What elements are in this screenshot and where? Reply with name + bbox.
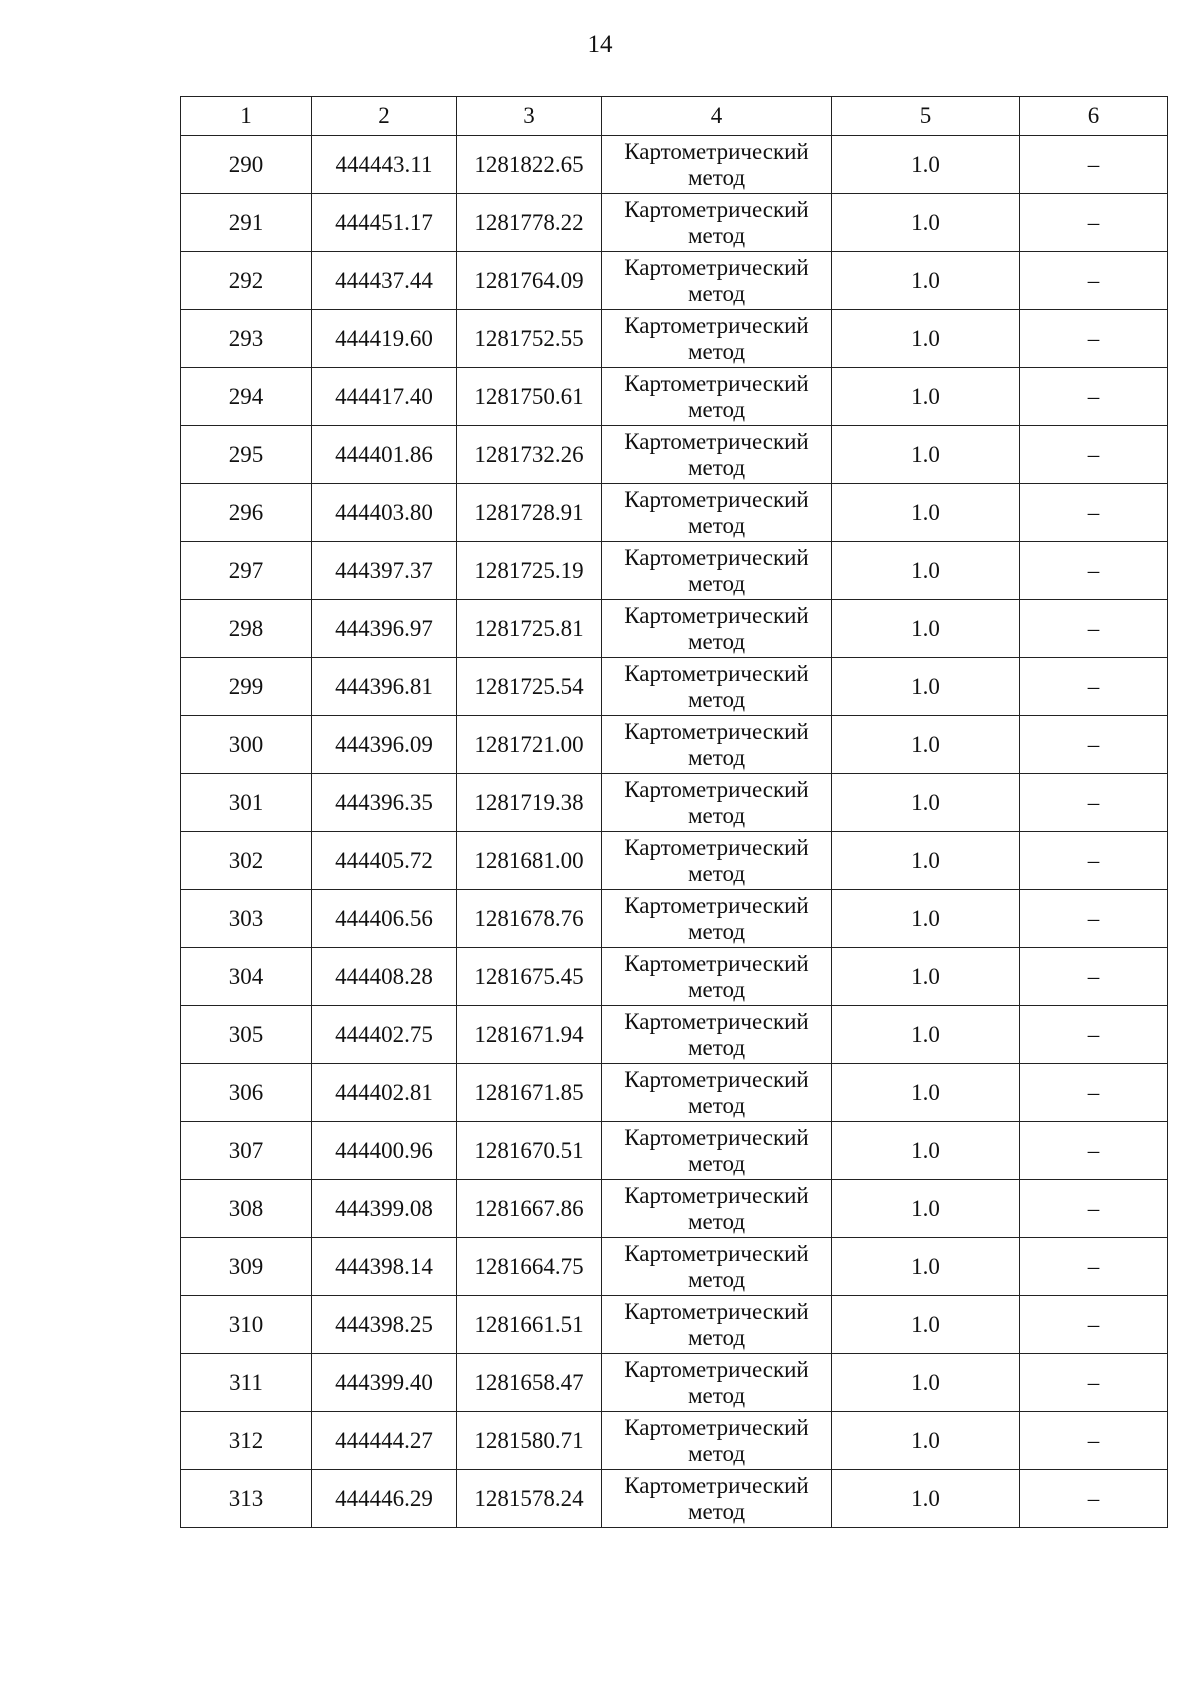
precision-cell: 1.0 xyxy=(832,832,1020,890)
method-cell xyxy=(602,484,832,542)
note-cell: – xyxy=(1020,890,1168,948)
table-row xyxy=(181,484,1168,542)
method-text-line2: метод xyxy=(687,976,746,1002)
table-row xyxy=(181,948,1168,1006)
point-number-cell: 295 xyxy=(181,426,312,484)
method-text-line1: Картометрический xyxy=(624,1414,809,1440)
method-cell xyxy=(602,832,832,890)
method-text-line2: метод xyxy=(687,164,746,190)
x-coordinate-cell: 444451.17 xyxy=(312,194,457,252)
method-text-line2: метод xyxy=(687,280,746,306)
x-coordinate-cell: 444437.44 xyxy=(312,252,457,310)
note-cell: – xyxy=(1020,310,1168,368)
method-text-line2: метод xyxy=(687,1034,746,1060)
method-text-line2: метод xyxy=(687,396,746,422)
method-text-line1: Картометрический xyxy=(624,834,809,860)
x-coordinate-cell: 444446.29 xyxy=(312,1470,457,1528)
method-text-line2: метод xyxy=(687,1324,746,1350)
column-header: 3 xyxy=(457,97,602,136)
table-row xyxy=(181,1006,1168,1064)
method-cell xyxy=(602,1180,832,1238)
x-coordinate-cell: 444399.08 xyxy=(312,1180,457,1238)
method-text-line2: метод xyxy=(687,1092,746,1118)
table-row xyxy=(181,542,1168,600)
method-cell xyxy=(602,658,832,716)
precision-cell: 1.0 xyxy=(832,136,1020,194)
x-coordinate-cell: 444405.72 xyxy=(312,832,457,890)
y-coordinate-cell: 1281750.61 xyxy=(457,368,602,426)
method-text-line1: Картометрический xyxy=(624,892,809,918)
method-text-line2: метод xyxy=(687,512,746,538)
method-cell xyxy=(602,716,832,774)
method-text-line1: Картометрический xyxy=(624,138,809,164)
y-coordinate-cell: 1281670.51 xyxy=(457,1122,602,1180)
point-number-cell: 313 xyxy=(181,1470,312,1528)
y-coordinate-cell: 1281671.94 xyxy=(457,1006,602,1064)
method-text-line1: Картометрический xyxy=(624,950,809,976)
point-number-cell: 291 xyxy=(181,194,312,252)
precision-cell: 1.0 xyxy=(832,1470,1020,1528)
y-coordinate-cell: 1281671.85 xyxy=(457,1064,602,1122)
y-coordinate-cell: 1281675.45 xyxy=(457,948,602,1006)
page-number: 14 xyxy=(587,31,613,58)
method-text-line2: метод xyxy=(687,628,746,654)
y-coordinate-cell: 1281658.47 xyxy=(457,1354,602,1412)
y-coordinate-cell: 1281661.51 xyxy=(457,1296,602,1354)
method-text-line1: Картометрический xyxy=(624,254,809,280)
table-row xyxy=(181,1238,1168,1296)
y-coordinate-cell: 1281578.24 xyxy=(457,1470,602,1528)
table-row xyxy=(181,1064,1168,1122)
precision-cell: 1.0 xyxy=(832,1064,1020,1122)
method-cell xyxy=(602,1238,832,1296)
method-cell xyxy=(602,310,832,368)
x-coordinate-cell: 444401.86 xyxy=(312,426,457,484)
table-row xyxy=(181,1354,1168,1412)
x-coordinate-cell: 444396.09 xyxy=(312,716,457,774)
column-header: 6 xyxy=(1020,97,1168,136)
point-number-cell: 312 xyxy=(181,1412,312,1470)
table-row xyxy=(181,716,1168,774)
point-number-cell: 299 xyxy=(181,658,312,716)
table-row xyxy=(181,1470,1168,1528)
method-cell xyxy=(602,136,832,194)
y-coordinate-cell: 1281667.86 xyxy=(457,1180,602,1238)
method-text-line1: Картометрический xyxy=(624,486,809,512)
method-text-line2: метод xyxy=(687,1498,746,1524)
y-coordinate-cell: 1281764.09 xyxy=(457,252,602,310)
method-text-line2: метод xyxy=(687,1208,746,1234)
y-coordinate-cell: 1281725.54 xyxy=(457,658,602,716)
x-coordinate-cell: 444397.37 xyxy=(312,542,457,600)
method-text-line1: Картометрический xyxy=(624,602,809,628)
table-row xyxy=(181,252,1168,310)
x-coordinate-cell: 444419.60 xyxy=(312,310,457,368)
method-text-line1: Картометрический xyxy=(624,1472,809,1498)
method-text-line1: Картометрический xyxy=(624,660,809,686)
note-cell: – xyxy=(1020,136,1168,194)
method-cell xyxy=(602,1296,832,1354)
y-coordinate-cell: 1281752.55 xyxy=(457,310,602,368)
precision-cell: 1.0 xyxy=(832,542,1020,600)
method-text-line2: метод xyxy=(687,918,746,944)
point-number-cell: 305 xyxy=(181,1006,312,1064)
x-coordinate-cell: 444403.80 xyxy=(312,484,457,542)
precision-cell: 1.0 xyxy=(832,1296,1020,1354)
note-cell: – xyxy=(1020,1412,1168,1470)
note-cell: – xyxy=(1020,1180,1168,1238)
precision-cell: 1.0 xyxy=(832,600,1020,658)
table-row xyxy=(181,426,1168,484)
table-row xyxy=(181,136,1168,194)
point-number-cell: 300 xyxy=(181,716,312,774)
method-cell xyxy=(602,774,832,832)
column-header: 2 xyxy=(312,97,457,136)
method-cell xyxy=(602,1006,832,1064)
precision-cell: 1.0 xyxy=(832,484,1020,542)
precision-cell: 1.0 xyxy=(832,1122,1020,1180)
method-text-line1: Картометрический xyxy=(624,544,809,570)
point-number-cell: 307 xyxy=(181,1122,312,1180)
precision-cell: 1.0 xyxy=(832,252,1020,310)
note-cell: – xyxy=(1020,426,1168,484)
note-cell: – xyxy=(1020,658,1168,716)
note-cell: – xyxy=(1020,1064,1168,1122)
y-coordinate-cell: 1281719.38 xyxy=(457,774,602,832)
method-text-line2: метод xyxy=(687,454,746,480)
method-text-line2: метод xyxy=(687,1150,746,1176)
point-number-cell: 301 xyxy=(181,774,312,832)
table-header-row xyxy=(181,97,1168,136)
method-text-line2: метод xyxy=(687,860,746,886)
table-body xyxy=(181,136,1168,1528)
x-coordinate-cell: 444417.40 xyxy=(312,368,457,426)
precision-cell: 1.0 xyxy=(832,1006,1020,1064)
y-coordinate-cell: 1281664.75 xyxy=(457,1238,602,1296)
coordinates-table xyxy=(180,96,1168,1528)
method-text-line2: метод xyxy=(687,744,746,770)
table-row xyxy=(181,1296,1168,1354)
note-cell: – xyxy=(1020,1238,1168,1296)
point-number-cell: 306 xyxy=(181,1064,312,1122)
y-coordinate-cell: 1281721.00 xyxy=(457,716,602,774)
point-number-cell: 302 xyxy=(181,832,312,890)
x-coordinate-cell: 444396.35 xyxy=(312,774,457,832)
note-cell: – xyxy=(1020,600,1168,658)
table-row xyxy=(181,368,1168,426)
table-row xyxy=(181,1412,1168,1470)
precision-cell: 1.0 xyxy=(832,716,1020,774)
y-coordinate-cell: 1281678.76 xyxy=(457,890,602,948)
y-coordinate-cell: 1281725.81 xyxy=(457,600,602,658)
method-text-line1: Картометрический xyxy=(624,370,809,396)
method-text-line2: метод xyxy=(687,802,746,828)
precision-cell: 1.0 xyxy=(832,1412,1020,1470)
y-coordinate-cell: 1281725.19 xyxy=(457,542,602,600)
table-row xyxy=(181,832,1168,890)
point-number-cell: 308 xyxy=(181,1180,312,1238)
x-coordinate-cell: 444398.25 xyxy=(312,1296,457,1354)
point-number-cell: 292 xyxy=(181,252,312,310)
x-coordinate-cell: 444396.81 xyxy=(312,658,457,716)
method-cell xyxy=(602,948,832,1006)
precision-cell: 1.0 xyxy=(832,1180,1020,1238)
precision-cell: 1.0 xyxy=(832,310,1020,368)
point-number-cell: 298 xyxy=(181,600,312,658)
method-cell xyxy=(602,1470,832,1528)
note-cell: – xyxy=(1020,368,1168,426)
precision-cell: 1.0 xyxy=(832,774,1020,832)
method-text-line1: Картометрический xyxy=(624,312,809,338)
method-cell xyxy=(602,542,832,600)
point-number-cell: 293 xyxy=(181,310,312,368)
precision-cell: 1.0 xyxy=(832,194,1020,252)
method-cell xyxy=(602,368,832,426)
table-row xyxy=(181,1122,1168,1180)
x-coordinate-cell: 444402.75 xyxy=(312,1006,457,1064)
table-row xyxy=(181,774,1168,832)
method-text-line2: метод xyxy=(687,1440,746,1466)
method-cell xyxy=(602,1064,832,1122)
method-text-line2: метод xyxy=(687,338,746,364)
note-cell: – xyxy=(1020,948,1168,1006)
method-text-line1: Картометрический xyxy=(624,1182,809,1208)
point-number-cell: 310 xyxy=(181,1296,312,1354)
method-cell xyxy=(602,426,832,484)
note-cell: – xyxy=(1020,1296,1168,1354)
point-number-cell: 297 xyxy=(181,542,312,600)
method-text-line1: Картометрический xyxy=(624,776,809,802)
method-text-line1: Картометрический xyxy=(624,1356,809,1382)
x-coordinate-cell: 444408.28 xyxy=(312,948,457,1006)
method-text-line2: метод xyxy=(687,686,746,712)
x-coordinate-cell: 444400.96 xyxy=(312,1122,457,1180)
table-row xyxy=(181,1180,1168,1238)
table-row xyxy=(181,600,1168,658)
y-coordinate-cell: 1281728.91 xyxy=(457,484,602,542)
precision-cell: 1.0 xyxy=(832,426,1020,484)
x-coordinate-cell: 444444.27 xyxy=(312,1412,457,1470)
method-text-line2: метод xyxy=(687,1382,746,1408)
precision-cell: 1.0 xyxy=(832,1354,1020,1412)
y-coordinate-cell: 1281580.71 xyxy=(457,1412,602,1470)
method-cell xyxy=(602,252,832,310)
method-text-line1: Картометрический xyxy=(624,196,809,222)
method-text-line2: метод xyxy=(687,570,746,596)
method-text-line1: Картометрический xyxy=(624,1298,809,1324)
method-text-line1: Картометрический xyxy=(624,718,809,744)
precision-cell: 1.0 xyxy=(832,948,1020,1006)
note-cell: – xyxy=(1020,484,1168,542)
method-cell xyxy=(602,1354,832,1412)
y-coordinate-cell: 1281732.26 xyxy=(457,426,602,484)
table-row xyxy=(181,310,1168,368)
method-text-line1: Картометрический xyxy=(624,428,809,454)
method-cell xyxy=(602,890,832,948)
table-row xyxy=(181,194,1168,252)
note-cell: – xyxy=(1020,252,1168,310)
column-header: 4 xyxy=(602,97,832,136)
x-coordinate-cell: 444396.97 xyxy=(312,600,457,658)
note-cell: – xyxy=(1020,1354,1168,1412)
point-number-cell: 311 xyxy=(181,1354,312,1412)
note-cell: – xyxy=(1020,774,1168,832)
precision-cell: 1.0 xyxy=(832,658,1020,716)
note-cell: – xyxy=(1020,1006,1168,1064)
point-number-cell: 294 xyxy=(181,368,312,426)
point-number-cell: 296 xyxy=(181,484,312,542)
method-text-line2: метод xyxy=(687,1266,746,1292)
x-coordinate-cell: 444399.40 xyxy=(312,1354,457,1412)
note-cell: – xyxy=(1020,832,1168,890)
point-number-cell: 309 xyxy=(181,1238,312,1296)
method-text-line2: метод xyxy=(687,222,746,248)
column-header: 5 xyxy=(832,97,1020,136)
method-text-line1: Картометрический xyxy=(624,1240,809,1266)
point-number-cell: 303 xyxy=(181,890,312,948)
note-cell: – xyxy=(1020,542,1168,600)
precision-cell: 1.0 xyxy=(832,1238,1020,1296)
table-row xyxy=(181,890,1168,948)
x-coordinate-cell: 444443.11 xyxy=(312,136,457,194)
method-text-line1: Картометрический xyxy=(624,1066,809,1092)
x-coordinate-cell: 444398.14 xyxy=(312,1238,457,1296)
x-coordinate-cell: 444402.81 xyxy=(312,1064,457,1122)
method-text-line1: Картометрический xyxy=(624,1008,809,1034)
method-cell xyxy=(602,194,832,252)
precision-cell: 1.0 xyxy=(832,890,1020,948)
note-cell: – xyxy=(1020,194,1168,252)
precision-cell: 1.0 xyxy=(832,368,1020,426)
y-coordinate-cell: 1281778.22 xyxy=(457,194,602,252)
point-number-cell: 304 xyxy=(181,948,312,1006)
note-cell: – xyxy=(1020,1122,1168,1180)
method-cell xyxy=(602,1122,832,1180)
method-text-line1: Картометрический xyxy=(624,1124,809,1150)
table-row xyxy=(181,658,1168,716)
point-number-cell: 290 xyxy=(181,136,312,194)
x-coordinate-cell: 444406.56 xyxy=(312,890,457,948)
method-cell xyxy=(602,600,832,658)
method-cell xyxy=(602,1412,832,1470)
column-header: 1 xyxy=(181,97,312,136)
y-coordinate-cell: 1281822.65 xyxy=(457,136,602,194)
y-coordinate-cell: 1281681.00 xyxy=(457,832,602,890)
note-cell: – xyxy=(1020,716,1168,774)
note-cell: – xyxy=(1020,1470,1168,1528)
